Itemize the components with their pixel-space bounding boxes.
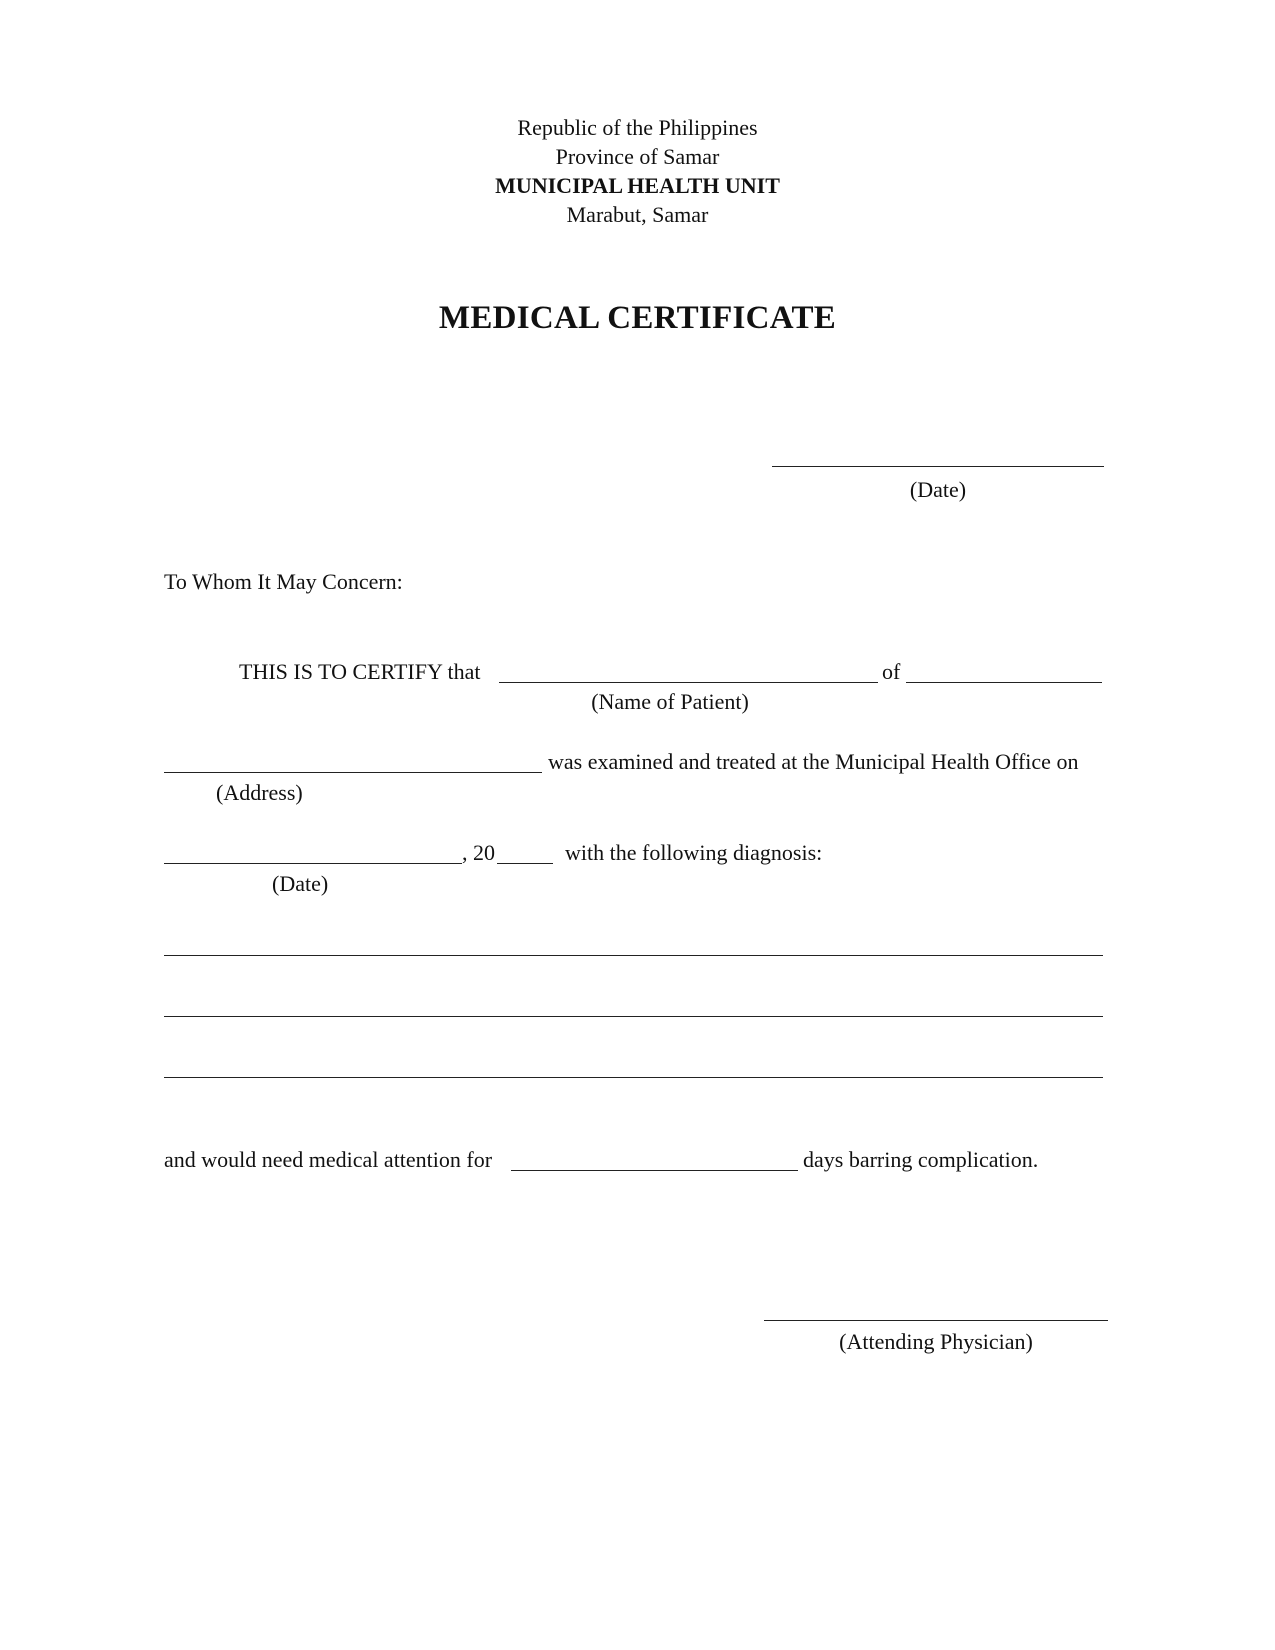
diagnosis-line-1[interactable] — [164, 955, 1103, 956]
exam-date-caption: (Date) — [272, 871, 329, 896]
attention-prefix: and would need medical attention for — [164, 1147, 493, 1172]
header-unit: MUNICIPAL HEALTH UNIT — [495, 173, 780, 198]
date-caption: (Date) — [909, 477, 967, 502]
header-municipality: Marabut, Samar — [566, 202, 709, 227]
patient-name-caption: (Name of Patient) — [591, 689, 749, 714]
diagnosis-line-3[interactable] — [164, 1077, 1103, 1078]
examined-text: was examined and treated at the Municipal Health Office on — [548, 749, 1079, 774]
physician-caption: (Attending Physician) — [839, 1329, 1033, 1354]
attention-days-line[interactable] — [511, 1170, 798, 1171]
address-line[interactable] — [164, 772, 542, 773]
patient-name-line[interactable] — [499, 682, 878, 683]
address-caption: (Address) — [216, 780, 303, 805]
date-line[interactable] — [772, 466, 1104, 467]
of-word: of — [882, 659, 901, 684]
physician-signature-line[interactable] — [764, 1320, 1108, 1321]
exam-date-line[interactable] — [164, 863, 462, 864]
header-province: Province of Samar — [555, 144, 720, 169]
diagnosis-line-2[interactable] — [164, 1016, 1103, 1017]
year-prefix: , 20 — [462, 840, 495, 865]
attention-suffix: days barring complication. — [803, 1147, 1039, 1172]
header-republic: Republic of the Philippines — [517, 115, 758, 140]
salutation: To Whom It May Concern: — [164, 569, 403, 594]
patient-origin-line[interactable] — [906, 682, 1102, 683]
document-title: MEDICAL CERTIFICATE — [438, 300, 837, 336]
year-line[interactable] — [497, 863, 553, 864]
certify-prefix: THIS IS TO CERTIFY that — [239, 659, 481, 684]
diagnosis-text: with the following diagnosis: — [565, 840, 823, 865]
